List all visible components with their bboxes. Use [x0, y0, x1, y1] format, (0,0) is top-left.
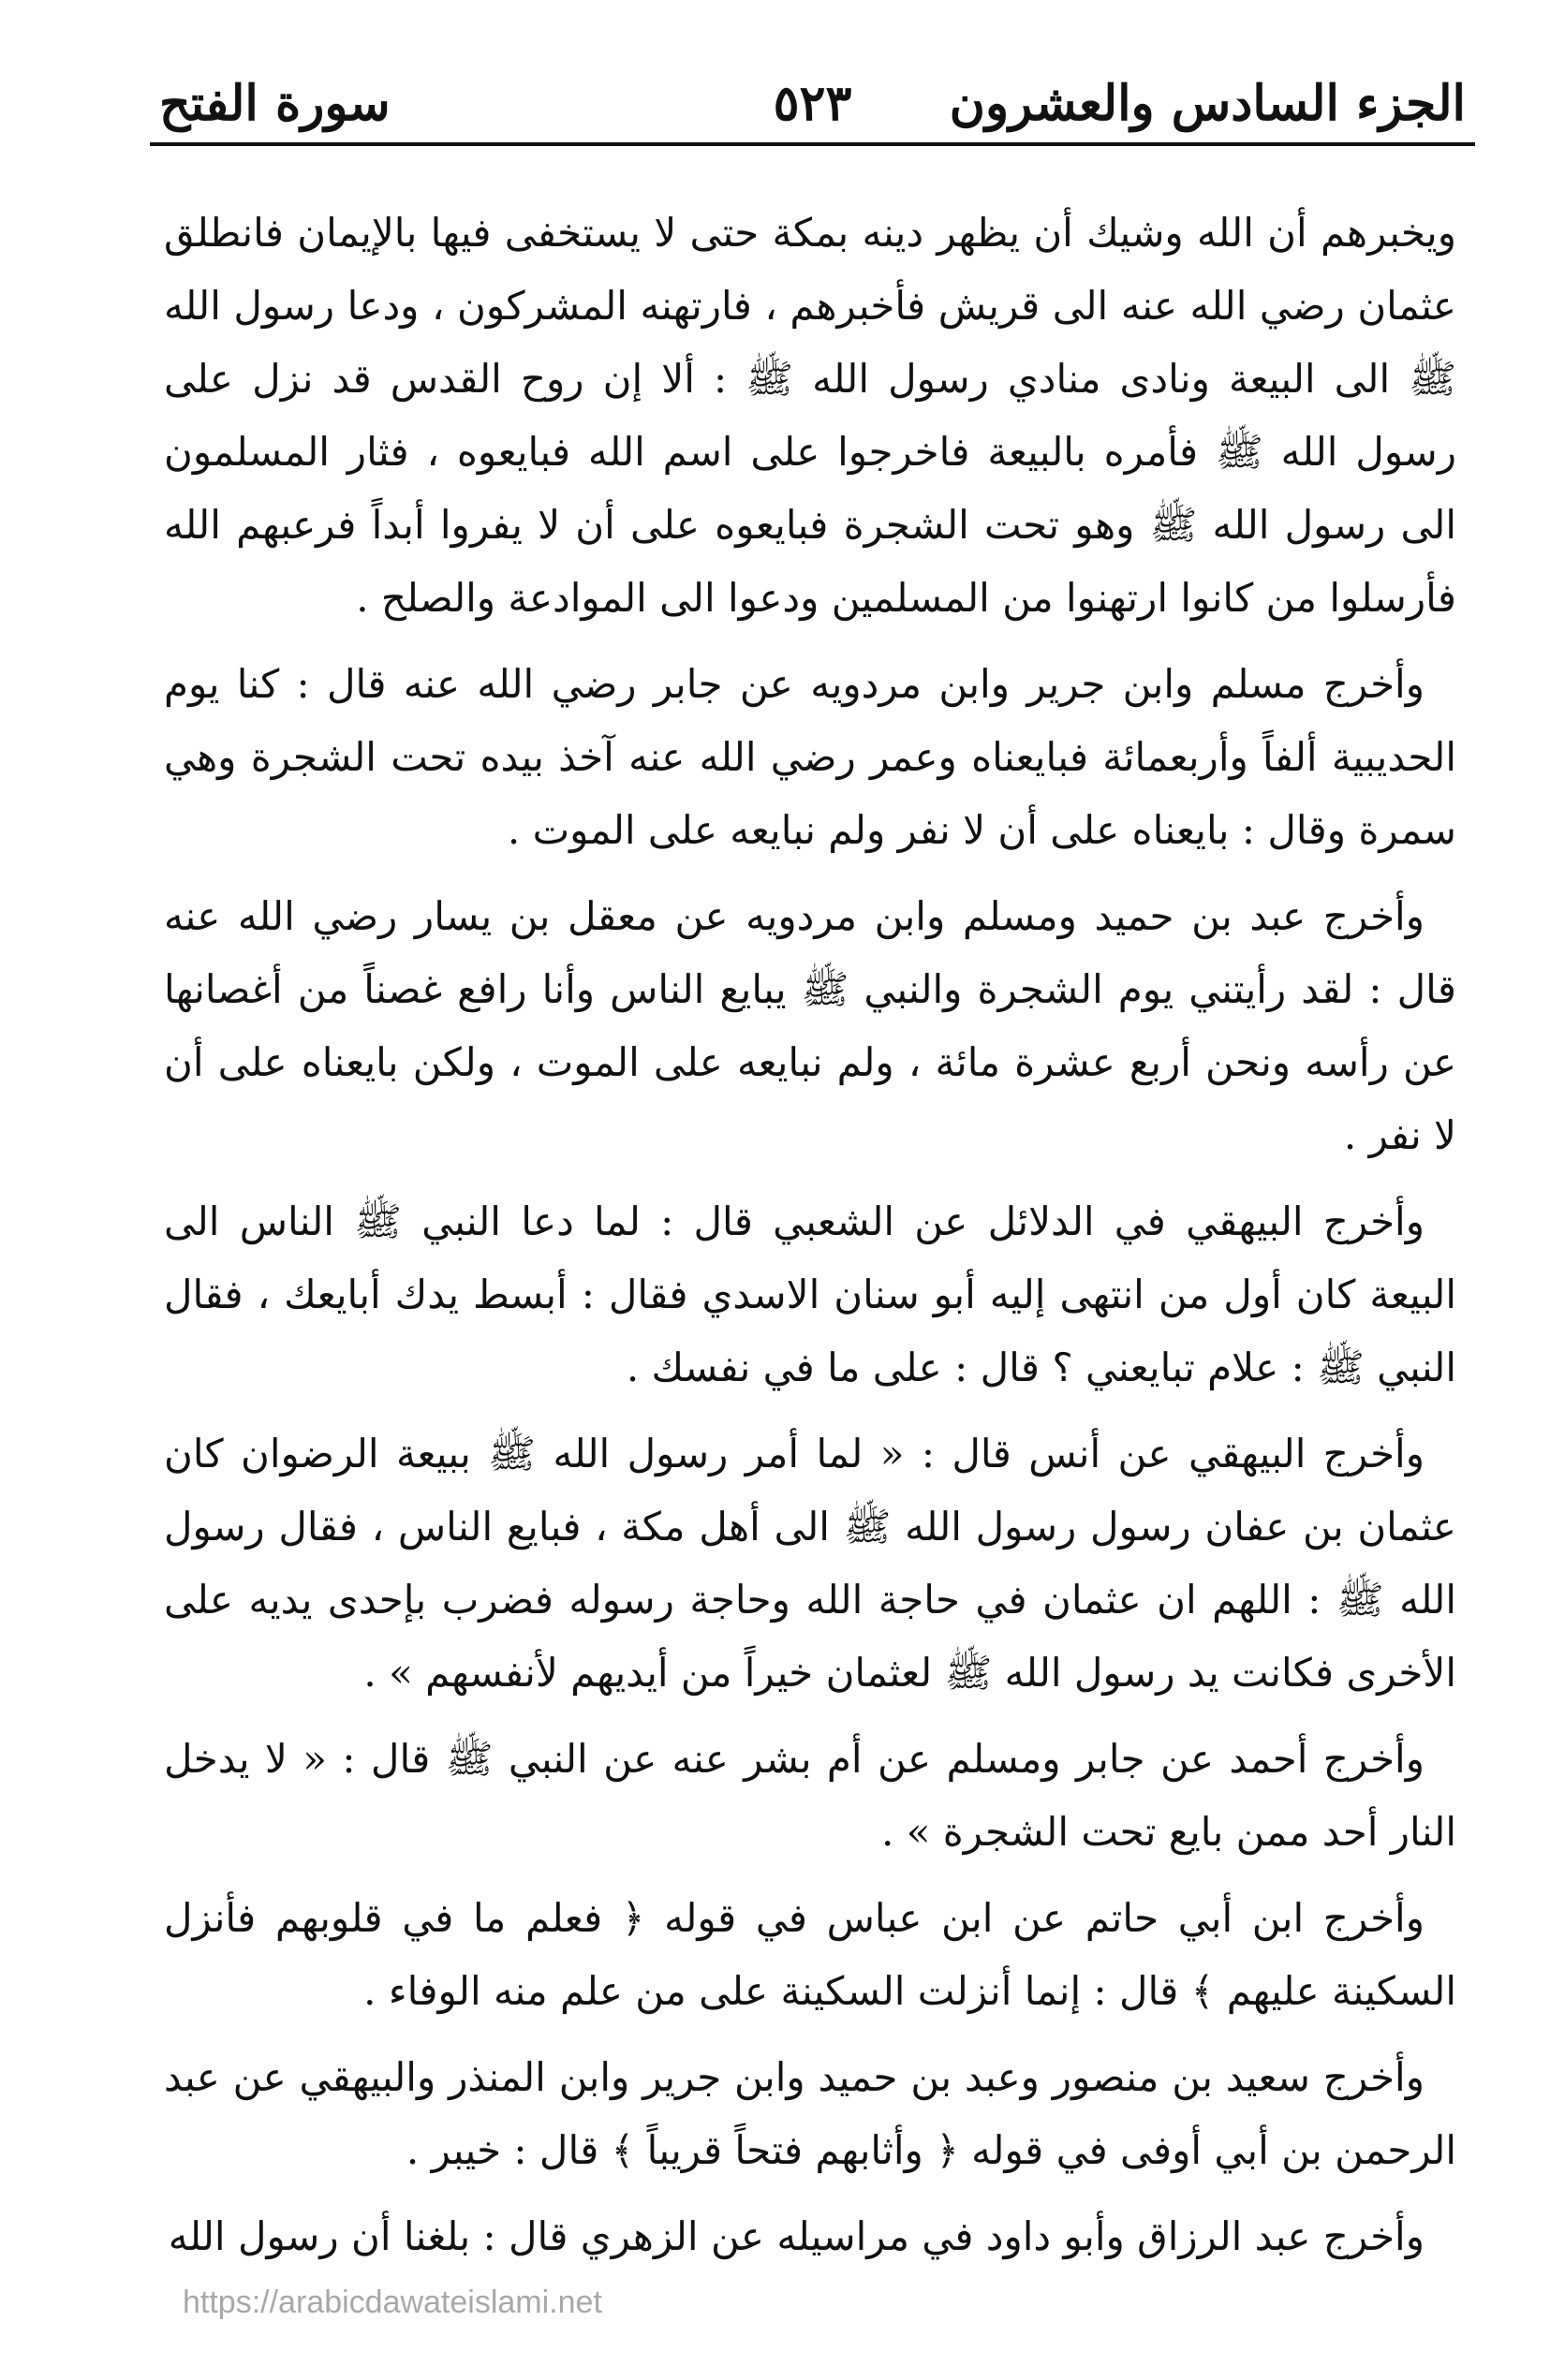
paragraph-5: وأخرج البيهقي عن أنس قال : « لما أمر رسول الله ﷺ ببيعة الرضوان كان عثمان بن عفان رسول رسول الله ﷺ الى أهل مكة ، فبايع الناس ، فقال رسول الله ﷺ : اللهم ان عثمان في حاجة الله وحاجة رسوله فضرب بإحدى يديه على الأخرى فكانت يد رسول الله ﷺ لعثمان خيراً من أيديهم لأنفسهم » . — [164, 1431, 1456, 1696]
paragraph-9: وأخرج عبد الرزاق وأبو داود في مراسيله عن الزهري قال : بلغنا أن رسول الله — [168, 2213, 1425, 2259]
body-text — [164, 197, 1456, 2286]
paragraph-7: وأخرج ابن أبي حاتم عن ابن عباس في قوله ﴿ فعلم ما في قلوبهم فأنزل السكينة عليهم ﴾ قال : إنما أنزلت السكينة على من علم منه الوفاء . — [164, 1895, 1456, 2014]
header-rule — [150, 142, 1475, 146]
watermark-url: https://arabicdawateislami.net — [183, 2285, 602, 2320]
running-header — [150, 56, 1475, 140]
paragraph-6: وأخرج أحمد عن جابر ومسلم عن أم بشر عنه عن النبي ﷺ قال : « لا يدخل النار أحد ممن بايع تحت الشجرة » . — [164, 1736, 1456, 1855]
paragraph-2: وأخرج مسلم وابن جرير وابن مردويه عن جابر رضي الله عنه قال : كنا يوم الحديبية ألفاً وأربعمائة فبايعناه وعمر رضي الله عنه آخذ بيده تحت الشجرة وهي سمرة وقال : بايعناه على أن لا نفر ولم نبايعه على الموت . — [164, 661, 1456, 853]
paragraph-1: ويخبرهم أن الله وشيك أن يظهر دينه بمكة حتى لا يستخفى فيها بالإيمان فانطلق عثمان رضي الله عنه الى قريش فأخبرهم ، فارتهنه المشركون ، ودعا رسول الله ﷺ الى البيعة ونادى منادي رسول الله ﷺ : ألا إن روح القدس قد نزل على رسول الله ﷺ فأمره بالبيعة فاخرجوا على اسم الله فبايعوه ، فثار المسلمون الى رسول الله ﷺ وهو تحت الشجرة فبايعوه على أن لا يفروا أبداً فرعبهم الله فأرسلوا من كانوا ارتهنوا من المسلمين ودعوا الى الموادعة والصلح . — [164, 210, 1456, 621]
juz-title: الجزء السادس والعشرون — [949, 75, 1466, 132]
page-number: ٥٢٣ — [773, 75, 852, 132]
paragraph-3: وأخرج عبد بن حميد ومسلم وابن مردويه عن معقل بن يسار رضي الله عنه قال : لقد رأيتني يوم الشجرة والنبي ﷺ يبايع الناس وأنا رافع غصناً من أغصانها عن رأسه ونحن أربع عشرة مائة ، ولم نبايعه على الموت ، ولكن بايعناه على أن لا نفر . — [164, 893, 1456, 1158]
surah-title: سورة الفتح — [159, 75, 391, 132]
paragraph-4: وأخرج البيهقي في الدلائل عن الشعبي قال : لما دعا النبي ﷺ الناس الى البيعة كان أول من انتهى إليه أبو سنان الاسدي فقال : أبسط يدك أبايعك ، فقال النبي ﷺ : علام تبايعني ؟ قال : على ما في نفسك . — [164, 1198, 1456, 1390]
paragraph-8: وأخرج سعيد بن منصور وعبد بن حميد وابن جرير وابن المنذر والبيهقي عن عبد الرحمن بن أبي أوفى في قوله ﴿ وأثابهم فتحاً قريباً ﴾ قال : خيبر . — [164, 2054, 1456, 2173]
